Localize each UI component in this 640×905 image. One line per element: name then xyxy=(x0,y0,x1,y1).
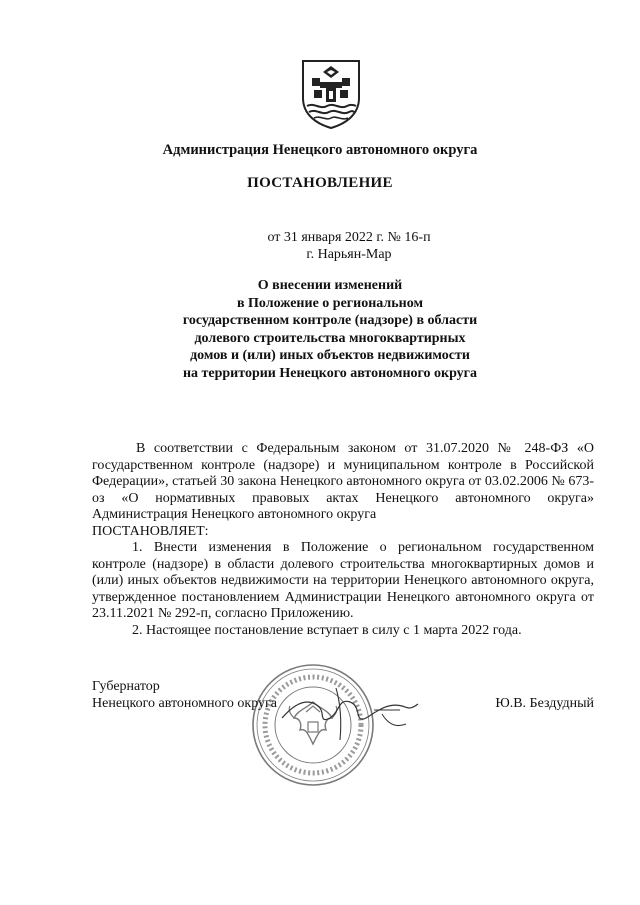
subject-line: домов и (или) иных объектов недвижимости xyxy=(190,348,470,364)
subject-line: государственном контроле (надзоре) в области xyxy=(182,313,478,329)
subject-line: на территории Ненецкого автономного округа xyxy=(182,365,478,381)
date-block xyxy=(208,229,490,263)
document-city: г. Нарьян-Мар xyxy=(306,247,392,262)
agency-name: Администрация Ненецкого автономного округа xyxy=(162,142,478,158)
resolves-line: ПОСТАНОВЛЯЕТ: xyxy=(92,523,209,539)
resolution-item: 2. Настоящее постановление вступает в силу с 1 марта 2022 года. xyxy=(132,622,522,638)
signature-block xyxy=(92,678,594,712)
resolution-item: 1. Внести изменения в Положение о региональном государственном контроле (надзоре) в области долевого строительства многоквартирных домов и (или) иных объектов недвижимости на территории Ненецкого автономного округа, утвержденное постановлением Администрации Ненецкого автономного округа от 23.11.2021 № 292-п, согласно Приложению. xyxy=(92,540,594,621)
subject-line: в Положение о региональном xyxy=(236,295,423,311)
document-type: ПОСТАНОВЛЕНИЕ xyxy=(247,175,393,191)
signatory-title-region: Ненецкого автономного округа xyxy=(92,696,277,711)
signatory-name: Ю.В. Бездудный xyxy=(495,696,594,711)
preamble-paragraph: В соответствии с Федеральным законом от 31.07.2020 № 248-ФЗ «О государственном контроле (надзоре) и муниципальном контроле в Российской Федерации», статьей 30 закона Ненецкого автономного округа от 03.02.2006 № 673-оз «О нормативных правовых актах Ненецкого автономного округа» Администрация Ненецкого автономного округа xyxy=(92,441,594,522)
signatory-title: Губернатор xyxy=(92,679,160,694)
document-date-number: от 31 января 2022 г. № 16-п xyxy=(267,230,431,245)
document-subject xyxy=(110,277,550,383)
subject-line: О внесении изменений xyxy=(257,278,403,293)
subject-line: долевого строительства многоквартирных xyxy=(194,330,466,346)
document-body xyxy=(92,441,594,639)
nenets-coat-of-arms-icon xyxy=(300,58,362,130)
